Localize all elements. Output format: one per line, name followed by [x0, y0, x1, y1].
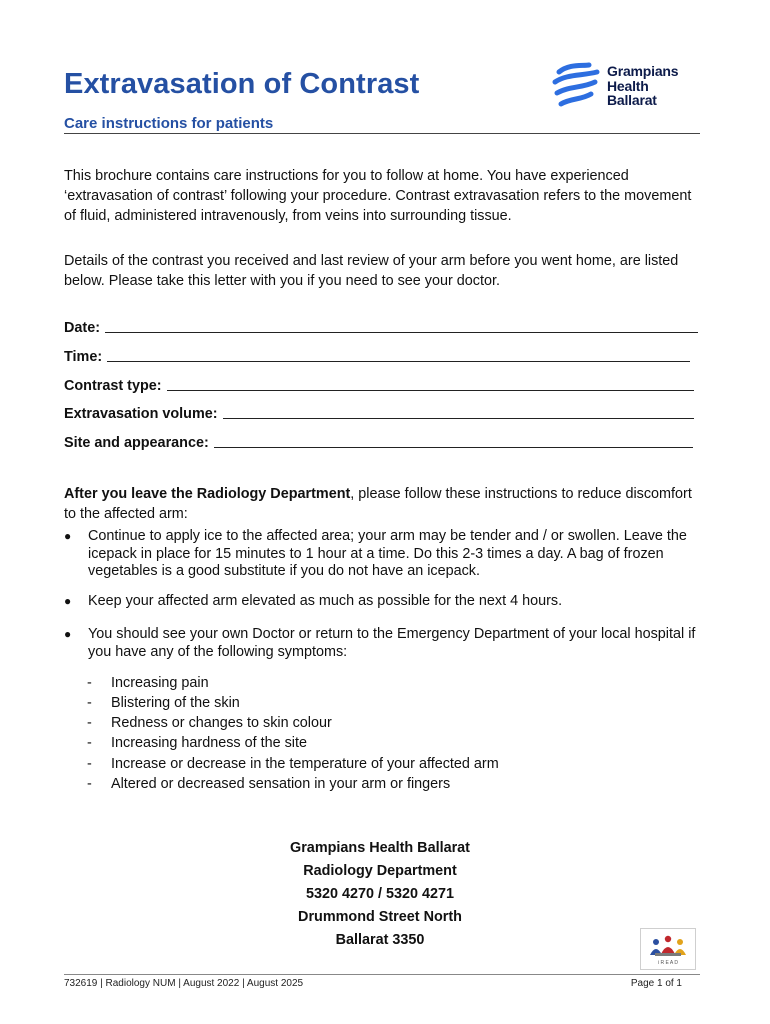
header-divider	[64, 133, 700, 134]
symptom-text: Increasing hardness of the site	[111, 735, 307, 751]
extravasation-volume-blank-line	[223, 417, 694, 419]
symptom-item	[87, 774, 450, 794]
site-appearance-blank-line	[214, 446, 693, 448]
dash-marker: -	[87, 756, 92, 772]
date-field[interactable]	[64, 316, 698, 336]
footer-page-number: Page 1 of 1	[630, 978, 682, 989]
extravasation-volume-label: Extravasation volume:	[64, 406, 218, 422]
symptom-text: Blistering of the skin	[111, 695, 240, 711]
grampians-health-logo	[551, 62, 701, 112]
contrast-type-label: Contrast type:	[64, 378, 162, 394]
site-appearance-label: Site and appearance:	[64, 435, 209, 451]
bullet-dot-icon: ●	[64, 627, 72, 641]
logo-wordmark	[607, 64, 678, 108]
iread-people-icon	[641, 929, 695, 969]
dash-marker: -	[87, 735, 92, 751]
instructions-lead-bold: After you leave the Radiology Department	[64, 486, 351, 502]
bullet-text-see-doctor: You should see your own Doctor or return to the Emergency Department of your local hospital if you have any of the following symptoms:	[88, 626, 696, 660]
bullet-item-ice	[64, 528, 700, 581]
bullet-text-elevate: Keep your affected arm elevated as much as possible for the next 4 hours.	[88, 593, 563, 609]
contact-street: Drummond Street North	[298, 909, 462, 925]
symptom-item	[87, 733, 307, 753]
document-title: Extravasation of Contrast	[64, 68, 420, 100]
contact-dept: Radiology Department	[303, 863, 457, 879]
bullet-text-ice: Continue to apply ice to the affected area; your arm may be tender and / or swollen. Leave the icepack in place for 15 minutes to 1 hour at a time. Do this 2-3 times a day. A bag of frozen vegetables is a good substitute if you do not have an icepack.	[88, 528, 687, 579]
bullet-item-see-doctor	[64, 626, 700, 661]
time-blank-line	[107, 360, 690, 362]
symptom-text: Increase or decrease in the temperature of your affected arm	[111, 756, 499, 772]
time-label: Time:	[64, 349, 103, 365]
contact-org: Grampians Health Ballarat	[290, 840, 470, 856]
symptom-item	[87, 673, 209, 693]
dash-marker: -	[87, 776, 92, 792]
symptom-item	[87, 713, 332, 733]
bullet-item-elevate	[64, 593, 700, 611]
footer-document-info: 732619 | Radiology NUM | August 2022 | August 2025	[64, 978, 304, 989]
symptom-item	[87, 693, 240, 713]
dash-marker: -	[87, 695, 92, 711]
symptom-item	[87, 754, 499, 774]
symptom-text: Increasing pain	[111, 675, 209, 691]
document-subtitle: Care instructions for patients	[64, 115, 274, 132]
footer-divider	[64, 974, 700, 975]
symptom-text: Redness or changes to skin colour	[111, 715, 332, 731]
iread-badge	[640, 928, 696, 970]
date-blank-line	[105, 331, 698, 333]
logo-swirl-icon	[551, 62, 603, 112]
intro-paragraph-2: Details of the contrast you received and last review of your arm before you went home, are listed below. Please take this letter with you if you need to see your doctor.	[64, 253, 679, 289]
contact-city: Ballarat 3350	[335, 932, 425, 948]
contact-phone: 5320 4270 / 5320 4271	[305, 886, 455, 902]
instructions-lead	[64, 484, 700, 524]
logo-line-2: Health	[607, 77, 649, 94]
dash-marker: -	[87, 715, 92, 731]
time-field[interactable]	[64, 345, 690, 365]
iread-badge-text: i R E A D	[657, 960, 679, 966]
bullet-dot-icon: ●	[64, 594, 72, 608]
dash-marker: -	[87, 675, 92, 691]
logo-line-1: Grampians	[607, 63, 679, 79]
contrast-type-field[interactable]	[64, 374, 694, 394]
instructions-lead-rest: , please follow these instructions to reduce discomfort to the affected arm:	[64, 486, 692, 522]
date-label: Date:	[64, 320, 100, 336]
contrast-type-blank-line	[167, 389, 694, 391]
symptom-text: Altered or decreased sensation in your arm or fingers	[111, 776, 451, 792]
bullet-dot-icon: ●	[64, 529, 72, 543]
site-appearance-field[interactable]	[64, 431, 693, 451]
extravasation-volume-field[interactable]	[64, 402, 694, 422]
intro-paragraph-1: This brochure contains care instructions for you to follow at home. You have experienced ‘extravasation of contrast’ following your procedure. Contrast extravasation refers to the movement of fluid, administered intravenously, from veins into surrounding tissue.	[64, 168, 692, 224]
logo-line-3: Ballarat	[607, 92, 657, 108]
contact-block	[230, 837, 530, 952]
